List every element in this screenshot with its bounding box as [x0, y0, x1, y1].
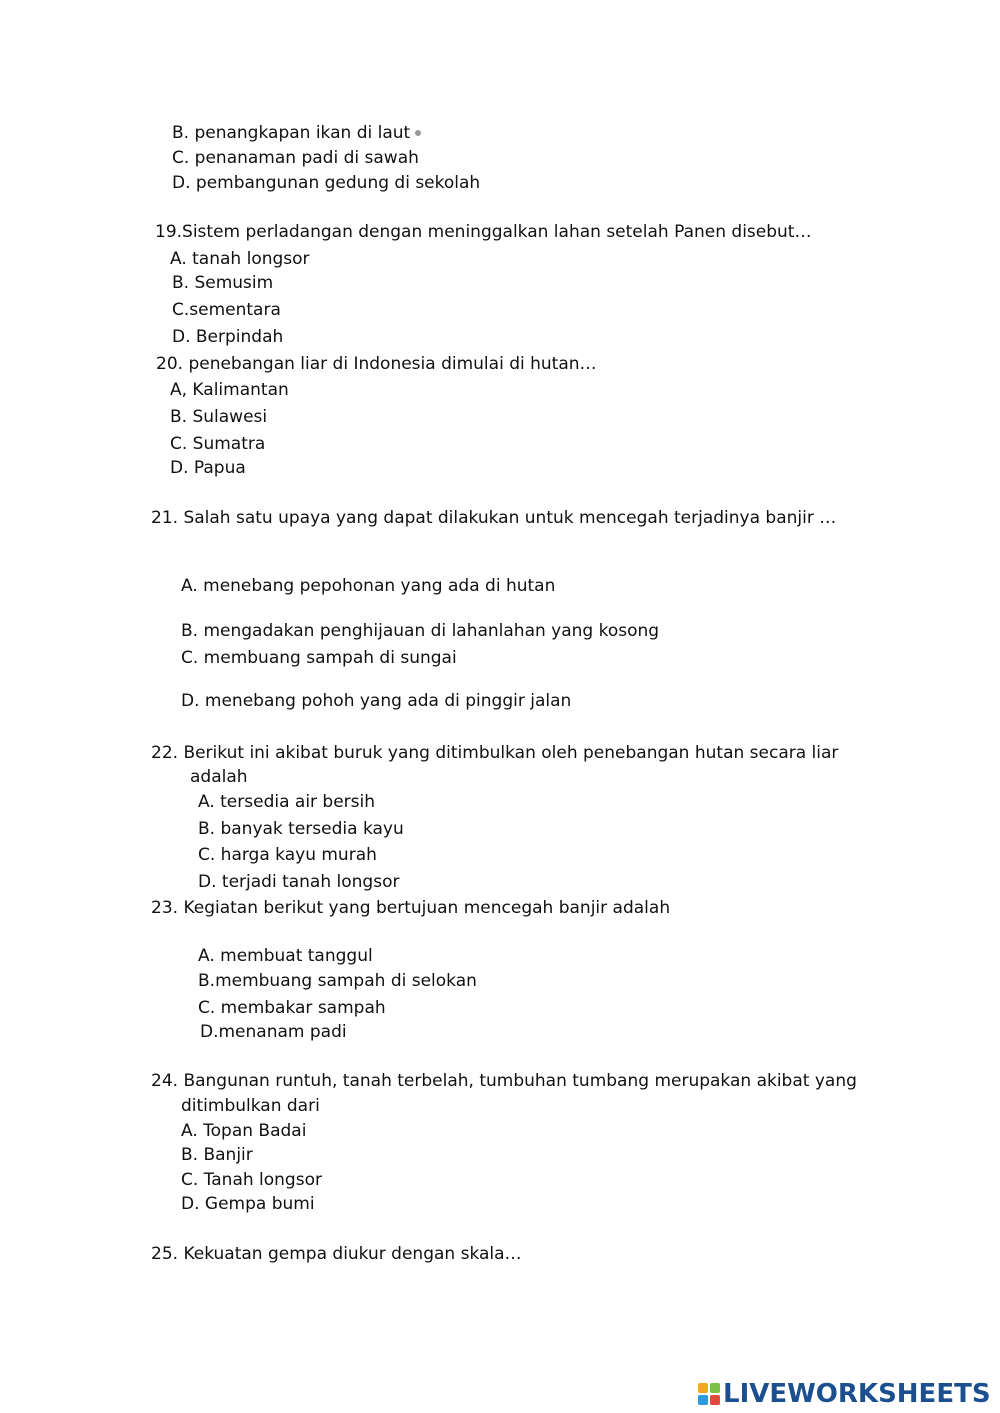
q19-option-a: A. tanah longsor — [170, 249, 310, 269]
q20-option-a: A, Kalimantan — [170, 380, 289, 400]
q24-option-d: D. Gempa bumi — [181, 1194, 315, 1214]
q23-option-b: B.membuang sampah di selokan — [198, 971, 477, 991]
question-19: 19.Sistem perladangan dengan meninggalkan lahan setelah Panen disebut… — [155, 222, 812, 242]
brand-name: LIVEWORKSHEETS — [723, 1379, 991, 1409]
q20-option-d: D. Papua — [170, 458, 246, 478]
question-24-line-1: 24. Bangunan runtuh, tanah terbelah, tumbuhan tumbang merupakan akibat yang — [151, 1071, 857, 1091]
q22-option-c: C. harga kayu murah — [198, 845, 377, 865]
q18-option-d: D. pembangunan gedung di sekolah — [172, 173, 481, 193]
q22-option-b: B. banyak tersedia kayu — [198, 819, 404, 839]
q20-option-c: C. Sumatra — [170, 434, 266, 454]
question-22-line-1: 22. Berikut ini akibat buruk yang ditimbulkan oleh penebangan hutan secara liar — [151, 743, 839, 763]
question-21: 21. Salah satu upaya yang dapat dilakukan untuk mencegah terjadinya banjir … — [151, 508, 837, 528]
question-20: 20. penebangan liar di Indonesia dimulai di hutan… — [156, 354, 597, 374]
q18-option-c: C. penanaman padi di sawah — [172, 148, 419, 168]
question-24-line-2: ditimbulkan dari — [181, 1096, 320, 1116]
q24-option-a: A. Topan Badai — [181, 1121, 307, 1141]
q23-option-a: A. membuat tanggul — [198, 946, 373, 966]
question-25: 25. Kekuatan gempa diukur dengan skala… — [151, 1244, 522, 1264]
dot-mark-icon — [415, 130, 421, 136]
q18-option-b-text: B. penangkapan ikan di laut — [172, 123, 411, 143]
q19-option-b: B. Semusim — [172, 273, 274, 293]
liveworksheets-logo — [698, 1380, 991, 1408]
q23-option-d: D.menanam padi — [200, 1022, 347, 1042]
q22-option-a: A. tersedia air bersih — [198, 792, 376, 812]
q21-option-a: A. menebang pepohonan yang ada di hutan — [181, 576, 556, 596]
question-22-line-2: adalah — [190, 767, 248, 787]
q19-option-d: D. Berpindah — [172, 327, 284, 347]
q22-option-d: D. terjadi tanah longsor — [198, 872, 400, 892]
q21-option-b: B. mengadakan penghijauan di lahanlahan yang kosong — [181, 621, 660, 641]
question-23: 23. Kegiatan berikut yang bertujuan mencegah banjir adalah — [151, 898, 671, 918]
q21-option-d: D. menebang pohoh yang ada di pinggir jalan — [181, 691, 572, 711]
q24-option-b: B. Banjir — [181, 1145, 253, 1165]
q24-option-c: C. Tanah longsor — [181, 1170, 322, 1190]
q21-option-c: C. membuang sampah di sungai — [181, 648, 457, 668]
liveworksheets-mark-icon — [698, 1383, 720, 1405]
q19-option-c: C.sementara — [172, 300, 281, 320]
q18-option-b — [172, 123, 421, 143]
q23-option-c: C. membakar sampah — [198, 998, 386, 1018]
q20-option-b: B. Sulawesi — [170, 407, 268, 427]
